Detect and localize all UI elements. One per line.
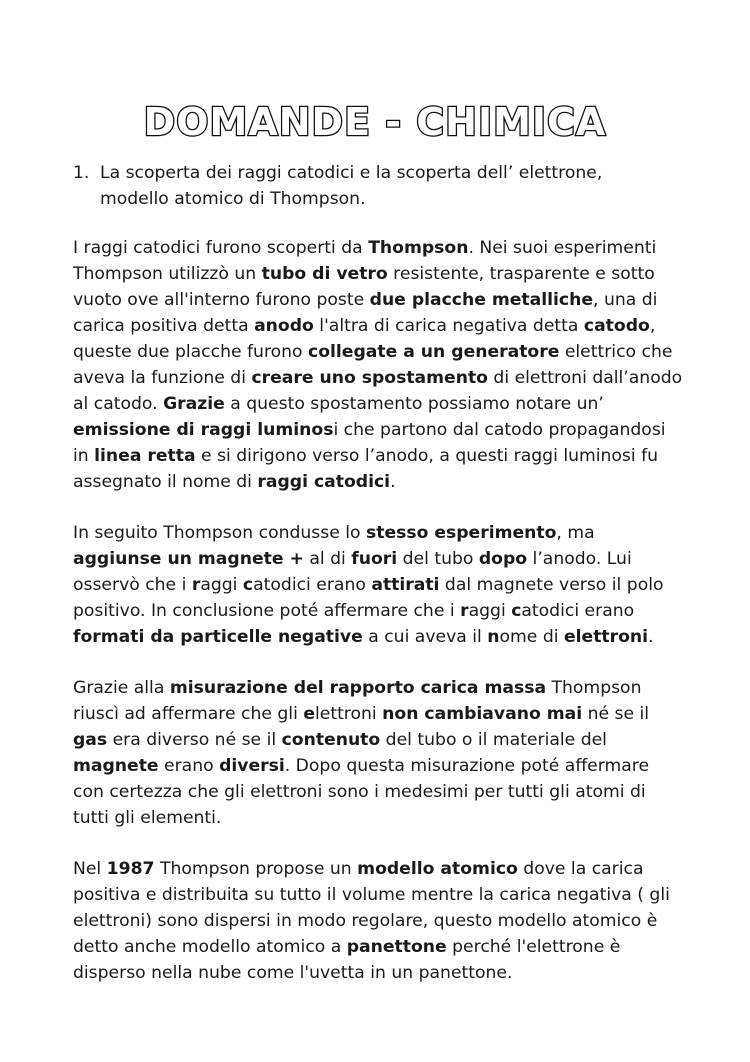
bold-run: creare uno spostamento <box>251 368 488 388</box>
text-run: lettroni <box>314 704 383 724</box>
bold-run: fuori <box>351 549 398 569</box>
text-run: l’anodo. Lui osservò che i <box>73 549 632 595</box>
text-run: al di <box>303 549 352 569</box>
bold-run: elettroni <box>563 627 649 647</box>
text-run: Thompson riuscì ad affermare che gli <box>73 678 642 724</box>
question-number: 1. <box>73 163 90 183</box>
bold-run: collegate a un generatore <box>308 342 560 362</box>
text-run: aggi <box>200 575 243 595</box>
paragraph-charge-mass-ratio <box>73 675 683 831</box>
text-run: , queste due placche furono <box>73 316 656 362</box>
text-run: dal magnete verso il polo positivo. In conclusione poté affermare che i <box>73 575 664 621</box>
bold-run: dopo <box>478 549 528 569</box>
text-run: perché l'elettrone è disperso nella nube come l'uvetta in un panettone. <box>73 937 621 983</box>
text-run: di elettroni dall’anodo al catodo. <box>73 368 683 414</box>
bold-run: gas <box>73 730 108 750</box>
bold-run: aggiunse un magnete + <box>73 549 304 569</box>
bold-run: misurazione del rapporto carica massa <box>169 678 547 698</box>
text-run: . <box>648 627 654 647</box>
bold-run: linea retta <box>94 446 196 466</box>
text-run: del tubo o il materiale del <box>380 730 607 750</box>
paragraph-magnet-experiment <box>73 520 683 650</box>
text-run: del tubo <box>397 549 479 569</box>
text-run: , ma <box>556 523 595 543</box>
bold-run: 1987 <box>106 859 155 879</box>
text-run: In seguito Thompson condusse lo <box>73 523 367 543</box>
bold-run: r <box>460 601 469 621</box>
paragraph-cathode-rays <box>73 235 683 495</box>
bold-run: due placche metalliche <box>369 290 594 310</box>
text-run: . <box>390 472 396 492</box>
page-title: DOMANDE - CHIMICA <box>143 100 607 145</box>
text-run: dove la carica positiva e distribuita su tutto il volume mentre la carica negativa ( gli elettroni) sono dispersi in modo regolare, questo modello atomico è detto anche modello atomico a <box>73 859 670 957</box>
text-run: l'altra di carica negativa detta <box>313 316 584 336</box>
question-text: La scoperta dei raggi catodici e la scoperta dell’ elettrone, modello atomico di Thompson. <box>100 163 603 209</box>
bold-run: tubo di vetro <box>261 264 388 284</box>
text-run: atodici erano <box>521 601 635 621</box>
bold-run: c <box>511 601 522 621</box>
bold-run: attirati <box>371 575 440 595</box>
text-run: Nel <box>73 859 107 879</box>
text-run: i che partono dal catodo propagandosi in <box>73 420 666 466</box>
bold-run: panettone <box>346 937 447 957</box>
text-run: ome di <box>499 627 564 647</box>
bold-run: contenuto <box>281 730 381 750</box>
bold-run: n <box>487 627 500 647</box>
bold-run: r <box>191 575 201 595</box>
paragraph-atomic-model <box>73 856 683 986</box>
bold-run: stesso esperimento <box>366 523 557 543</box>
bold-run: anodo <box>254 316 314 336</box>
text-run: né se il <box>582 704 650 724</box>
bold-run: modello atomico <box>357 859 518 879</box>
text-run: era diverso né se il <box>107 730 282 750</box>
text-run: . Dopo questa misurazione poté affermare con certezza che gli elettroni sono i medesimi per tutti gli atomi di tutti gli elementi. <box>73 756 650 828</box>
text-run: Thompson propose un <box>154 859 358 879</box>
bold-run: diversi <box>219 756 285 776</box>
text-run: a cui aveva il <box>362 627 488 647</box>
text-run: elettrico che aveva la funzione di <box>73 342 673 388</box>
text-run: atodici erano <box>253 575 372 595</box>
question-item <box>73 160 673 212</box>
bold-run: c <box>242 575 254 595</box>
bold-run: catodo <box>583 316 650 336</box>
bold-run: emissione di raggi luminos <box>73 420 334 440</box>
text-run: erano <box>158 756 220 776</box>
bold-run: Thompson <box>368 238 469 258</box>
text-run: . Nei suoi esperimenti Thompson utilizzò un <box>73 238 657 284</box>
bold-run: formati da particelle negative <box>73 627 363 647</box>
text-run: I raggi catodici furono scoperti da <box>73 238 369 258</box>
text-run: aggi <box>468 601 512 621</box>
bold-run: raggi catodici <box>257 472 391 492</box>
bold-run: e <box>303 704 315 724</box>
text-run: , una di carica positiva detta <box>73 290 658 336</box>
text-run: e si dirigono verso l’anodo, a questi raggi luminosi fu assegnato il nome di <box>73 446 659 492</box>
bold-run: magnete <box>73 756 159 776</box>
bold-run: Grazie <box>163 394 225 414</box>
text-run: resistente, trasparente e sotto vuoto ove all'interno furono poste <box>73 264 655 310</box>
text-run: Grazie alla <box>73 678 170 698</box>
text-run: a questo spostamento possiamo notare un’ <box>224 394 604 414</box>
bold-run: non cambiavano mai <box>382 704 583 724</box>
